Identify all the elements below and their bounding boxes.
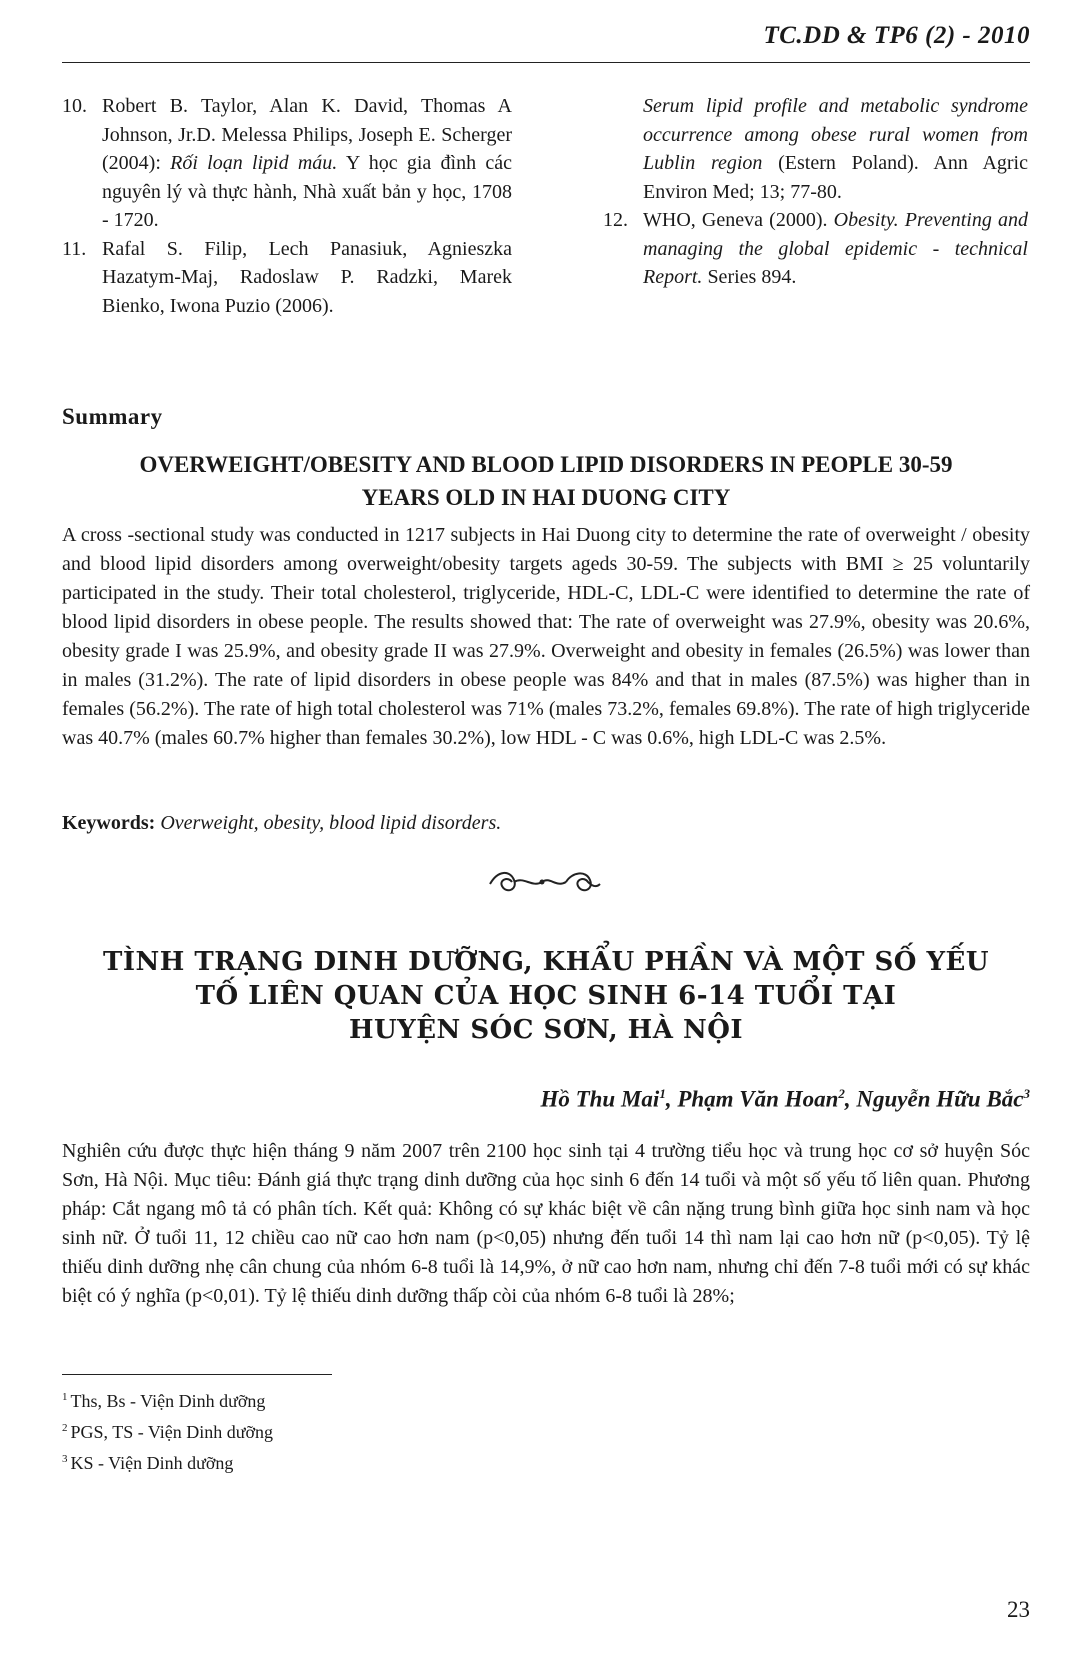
article-title: [62, 945, 1030, 1047]
article-title-line: HUYỆN SÓC SƠN, HÀ NỘI: [348, 1015, 744, 1045]
header-rule: [62, 62, 1030, 63]
section-divider-ornament-icon: [484, 862, 604, 907]
footnote-item: [62, 1446, 273, 1477]
reference-number: 12.: [603, 209, 628, 231]
article-title-line: TÌNH TRẠNG DINH DƯỠNG, KHẨU PHẦN VÀ MỘT SỐ YẾU: [102, 947, 990, 977]
reference-title: Rối loạn lipid máu.: [170, 152, 338, 174]
author-separator: ,: [665, 1086, 678, 1112]
footnote-rule: [62, 1374, 332, 1375]
keywords-value: Overweight, obesity, blood lipid disorders.: [155, 812, 502, 834]
summary-title-line: OVERWEIGHT/OBESITY AND BLOOD LIPID DISORDERS IN PEOPLE 30-59: [139, 452, 953, 477]
references-right-column: [603, 92, 1028, 292]
reference-10: [62, 92, 512, 235]
keywords-label: Keywords:: [62, 812, 156, 834]
footnote-item: [62, 1415, 273, 1446]
footnotes: [62, 1384, 273, 1477]
article-authors: [540, 1086, 1030, 1113]
reference-title: Serum lipid profile and metabolic syndrome occurrence among obese rural women from Lublin region: [643, 95, 1028, 174]
references-left-column: [62, 92, 512, 320]
footnote-text: PGS, TS - Viện Dinh dưỡng: [70, 1422, 274, 1442]
footnote-text: KS - Viện Dinh dưỡng: [70, 1453, 234, 1473]
reference-11: [62, 235, 512, 321]
reference-title: Obesity. Preventing and managing the global epidemic - technical Report.: [643, 209, 1028, 288]
summary-title: [62, 448, 1030, 514]
author-name: Hồ Thu Mai: [540, 1086, 660, 1112]
footnote-mark: 2: [62, 1422, 68, 1434]
article-abstract: Nghiên cứu được thực hiện tháng 9 năm 2007 trên 2100 học sinh tại 4 trường tiểu học và trung học cơ sở huyện Sóc Sơn, Hà Nội. Mục tiêu: Đánh giá thực trạng dinh dưỡng của học sinh 6 đến 14 tuổi và một số yếu tố liên quan. Phương pháp: Cắt ngang mô tả có phân tích. Kết quả: Không có sự khác biệt về cân nặng trung bình giữa học sinh nam và học sinh nữ. Ở tuổi 11, 12 chiều cao nữ cao hơn nam (p<0,05) nhưng đến tuổi 14 thì nam lại cao hơn nữ (p<0,05). Tỷ lệ thiếu dinh dưỡng nhẹ cân chung của nhóm 6-8 tuổi là 14,9%, ở nữ cao hơn nam, nhưng chỉ đến 7-8 tuổi mới có sự khác biệt có ý nghĩa (p<0,01). Tỷ lệ thiếu dinh dưỡng thấp còi của nhóm 6-8 tuổi là 28%;: [62, 1140, 1030, 1307]
summary-title-line: YEARS OLD IN HAI DUONG CITY: [361, 485, 731, 510]
author-affiliation-mark: 1: [659, 1086, 666, 1101]
footnote-item: [62, 1384, 273, 1415]
reference-authors: Robert B. Taylor, Alan K. David, Thomas A Johnson, Jr.D. Melessa Philips, Joseph E. Scherger (2004):: [102, 95, 512, 174]
reference-authors: WHO, Geneva (2000).: [643, 209, 834, 231]
footnote-mark: 3: [62, 1453, 68, 1465]
summary-abstract: A cross -sectional study was conducted in 1217 subjects in Hai Duong city to determine the rate of overweight / obesity and blood lipid disorders among overweight/obesity targets ageds 30-59. The subjects with BMI ≥ 25 voluntarily participated in the study. Their total cholesterol, triglyceride, HDL-C, LDL-C were identified to determine the rate of blood lipid disorders in obese people. The results showed that: The rate of overweight was 27.9%, obesity was 20.6%, obesity grade I was 25.9%, and obesity grade II was 27.9%. Overweight and obesity in females (26.5%) was lower than in males (31.2%). The rate of lipid disorders in obese people was 84% and that in males (87.5%) was higher than in females (56.2%). The rate of high total cholesterol was 71% (males 73.2%, females 69.8%). The rate of high triglyceride was 40.7% (males 60.7% higher than females 30.2%), low HDL - C was 0.6%, high LDL-C was 2.5%.: [62, 524, 1030, 749]
footnote-mark: 1: [62, 1391, 68, 1403]
summary-heading: Summary: [62, 404, 163, 429]
author-name: Nguyễn Hữu Bắc: [856, 1086, 1024, 1112]
article-title-line: TỐ LIÊN QUAN CỦA HỌC SINH 6-14 TUỔI TẠI: [195, 981, 897, 1011]
author-name: Phạm Văn Hoan: [677, 1086, 839, 1112]
reference-11-continued: [603, 92, 1028, 206]
author-separator: ,: [844, 1086, 857, 1112]
author-affiliation-mark: 3: [1023, 1086, 1030, 1101]
reference-12: [603, 206, 1028, 292]
page-number: 23: [1007, 1597, 1030, 1622]
reference-authors: Rafal S. Filip, Lech Panasiuk, Agnieszka Hazatym-Maj, Radoslaw P. Radzki, Marek Bienko, Iwona Puzio (2006).: [102, 237, 512, 317]
keywords: [62, 812, 501, 835]
footnote-text: Ths, Bs - Viện Dinh dưỡng: [70, 1391, 266, 1411]
reference-number: 11.: [62, 237, 87, 260]
author-affiliation-mark: 2: [838, 1086, 845, 1101]
reference-number: 10.: [62, 95, 87, 117]
reference-source: Series 894.: [702, 266, 797, 288]
reference-source: Y học gia đình các nguyên lý và thực hành, Nhà xuất bản y học, 1708 - 1720.: [102, 152, 512, 231]
reference-source: (Estern Poland). Ann Agric Environ Med; 13; 77-80.: [643, 152, 1028, 203]
journal-header: TC.DD & TP6 (2) - 2010: [763, 22, 1030, 49]
